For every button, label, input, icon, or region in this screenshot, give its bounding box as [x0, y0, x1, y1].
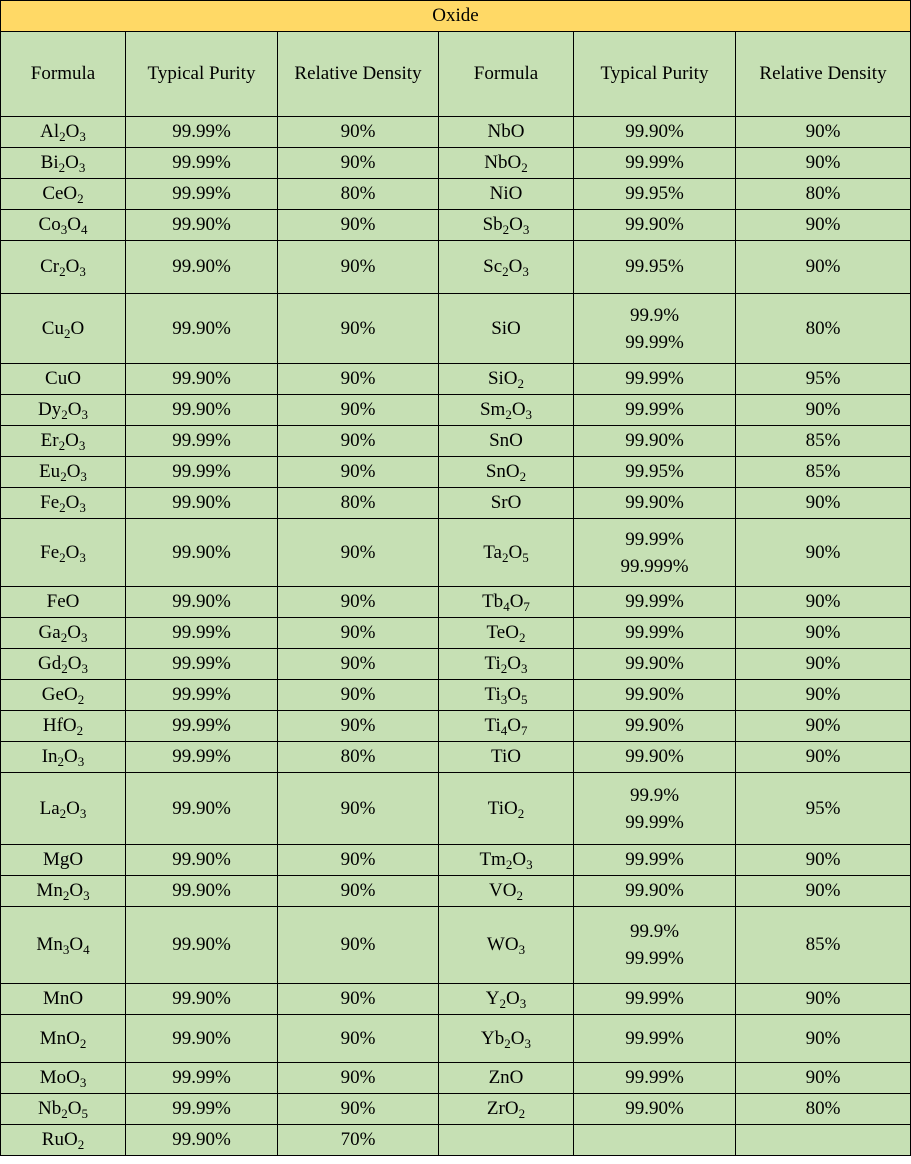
formula-cell: $Mn_3O_4$ — [1, 907, 126, 984]
density-cell: 90% — [278, 148, 439, 179]
density-cell: 80% — [736, 179, 911, 210]
formula-cell: $Tb_4O_7$ — [439, 587, 574, 618]
density-cell: 90% — [736, 1015, 911, 1063]
density-cell: 90% — [278, 649, 439, 680]
table-row — [1, 742, 911, 773]
purity-cell: 99.90% — [126, 1015, 278, 1063]
density-cell: 90% — [736, 587, 911, 618]
density-cell: 90% — [736, 876, 911, 907]
formula-cell: $La_2O_3$ — [1, 773, 126, 845]
table-row — [1, 1125, 911, 1156]
formula-cell: $Sm_2O_3$ — [439, 395, 574, 426]
table-row — [1, 179, 911, 210]
purity-cell: 99.99% — [574, 618, 736, 649]
density-cell: 85% — [736, 907, 911, 984]
formula-cell: $Cr_2O_3$ — [1, 241, 126, 294]
purity-cell: 99.90% — [126, 241, 278, 294]
density-cell: 90% — [736, 618, 911, 649]
density-cell: 90% — [736, 519, 911, 587]
formula-cell: SiO — [439, 294, 574, 364]
purity-cell: 99.95% — [574, 457, 736, 488]
purity-cell: 99.90% — [126, 845, 278, 876]
density-cell: 90% — [278, 1063, 439, 1094]
density-cell: 90% — [736, 148, 911, 179]
density-cell: 90% — [278, 680, 439, 711]
formula-cell: CuO — [1, 364, 126, 395]
purity-cell: 99.99% — [126, 618, 278, 649]
formula-cell: GeO$_2$ — [1, 680, 126, 711]
purity-cell: 99.99% — [126, 117, 278, 148]
density-cell: 90% — [278, 519, 439, 587]
table-row — [1, 587, 911, 618]
density-cell: 90% — [736, 1063, 911, 1094]
purity-cell: 99.90% — [126, 364, 278, 395]
formula-cell: MoO$_3$ — [1, 1063, 126, 1094]
purity-value: 99.99% — [625, 811, 684, 833]
density-cell: 90% — [736, 488, 911, 519]
density-cell: 90% — [278, 294, 439, 364]
density-cell: 90% — [278, 587, 439, 618]
purity-cell: 99.99% — [126, 680, 278, 711]
purity-cell: 99.90% — [126, 488, 278, 519]
formula-cell: $Cu_2O$ — [1, 294, 126, 364]
table-row — [1, 680, 911, 711]
formula-cell: ZrO$_2$ — [439, 1094, 574, 1125]
table-row — [1, 241, 911, 294]
purity-value: 99.99% — [625, 331, 684, 353]
formula-cell — [439, 1125, 574, 1156]
purity-cell: 99.90% — [126, 984, 278, 1015]
table-row — [1, 711, 911, 742]
purity-cell: 99.90% — [126, 210, 278, 241]
density-cell — [736, 1125, 911, 1156]
table-row — [1, 773, 911, 845]
formula-cell: $Al_2O_3$ — [1, 117, 126, 148]
density-cell: 90% — [736, 395, 911, 426]
density-cell: 90% — [736, 984, 911, 1015]
purity-cell: 99.90% — [126, 1125, 278, 1156]
formula-cell: $Ti_2O_3$ — [439, 649, 574, 680]
formula-cell: $Ti_4O_7$ — [439, 711, 574, 742]
formula-cell: $Tm_2O_3$ — [439, 845, 574, 876]
purity-value: 99.9% — [629, 304, 680, 326]
formula-cell: MnO$_2$ — [1, 1015, 126, 1063]
formula-cell: SnO$_2$ — [439, 457, 574, 488]
density-cell: 90% — [278, 845, 439, 876]
table-row — [1, 984, 911, 1015]
purity-cell: 99.90% — [126, 395, 278, 426]
purity-value: 99.99% — [625, 528, 684, 550]
purity-cell: 99.90% — [126, 907, 278, 984]
density-cell: 80% — [278, 179, 439, 210]
table-row — [1, 1063, 911, 1094]
table-row — [1, 488, 911, 519]
formula-cell: FeO — [1, 587, 126, 618]
density-cell: 80% — [278, 742, 439, 773]
purity-value: 99.9% — [629, 784, 680, 806]
density-cell: 80% — [736, 1094, 911, 1125]
density-cell: 90% — [736, 680, 911, 711]
formula-cell: MgO — [1, 845, 126, 876]
purity-cell: 99.90% — [574, 742, 736, 773]
table-row — [1, 117, 911, 148]
purity-cell — [574, 294, 736, 364]
table-row — [1, 395, 911, 426]
formula-cell: $Eu_2O_3$ — [1, 457, 126, 488]
table-row — [1, 148, 911, 179]
density-cell: 85% — [736, 426, 911, 457]
purity-cell: 99.95% — [574, 241, 736, 294]
purity-cell: 99.90% — [574, 488, 736, 519]
table-row — [1, 1015, 911, 1063]
table-title: Oxide — [1, 1, 911, 32]
purity-cell: 99.99% — [574, 1015, 736, 1063]
header-formula-left: Formula — [1, 32, 126, 117]
formula-cell: HfO$_2$ — [1, 711, 126, 742]
formula-cell: $Mn_2O_3$ — [1, 876, 126, 907]
formula-cell: $WO_3$ — [439, 907, 574, 984]
purity-cell: 99.90% — [126, 587, 278, 618]
density-cell: 90% — [278, 241, 439, 294]
purity-cell — [574, 519, 736, 587]
density-cell: 90% — [736, 649, 911, 680]
density-cell: 90% — [278, 210, 439, 241]
table-row — [1, 364, 911, 395]
header-row — [1, 32, 911, 117]
density-cell: 90% — [278, 426, 439, 457]
purity-cell: 99.90% — [574, 210, 736, 241]
density-cell: 90% — [736, 241, 911, 294]
formula-cell: $Fe_2O_3$ — [1, 519, 126, 587]
formula-cell: $Gd_2O_3$ — [1, 649, 126, 680]
purity-cell: 99.90% — [574, 711, 736, 742]
density-cell: 85% — [736, 457, 911, 488]
density-cell: 90% — [278, 395, 439, 426]
formula-cell: $VO_2$ — [439, 876, 574, 907]
purity-cell: 99.90% — [126, 519, 278, 587]
density-cell: 90% — [278, 618, 439, 649]
formula-cell: $Ga_2O_3$ — [1, 618, 126, 649]
purity-cell: 99.99% — [574, 1063, 736, 1094]
density-cell: 90% — [278, 457, 439, 488]
purity-cell: 99.99% — [574, 845, 736, 876]
formula-cell: $Sc_2O_3$ — [439, 241, 574, 294]
purity-cell: 99.95% — [574, 179, 736, 210]
density-cell: 80% — [736, 294, 911, 364]
formula-cell: $Er_2O_3$ — [1, 426, 126, 457]
density-cell: 90% — [736, 845, 911, 876]
purity-cell: 99.99% — [126, 179, 278, 210]
purity-cell: 99.99% — [126, 426, 278, 457]
table-row — [1, 426, 911, 457]
formula-cell: NiO — [439, 179, 574, 210]
density-cell: 90% — [278, 711, 439, 742]
purity-cell: 99.90% — [126, 294, 278, 364]
purity-cell: 99.90% — [126, 876, 278, 907]
density-cell: 90% — [278, 773, 439, 845]
formula-cell: $Sb_2O_3$ — [439, 210, 574, 241]
purity-cell: 99.90% — [574, 649, 736, 680]
formula-cell: $Ta_2O_5$ — [439, 519, 574, 587]
density-cell: 90% — [278, 364, 439, 395]
formula-cell: TeO$_2$ — [439, 618, 574, 649]
formula-cell: $Ti_3O_5$ — [439, 680, 574, 711]
purity-cell: 99.99% — [126, 711, 278, 742]
header-formula-right: Formula — [439, 32, 574, 117]
purity-cell: 99.99% — [126, 649, 278, 680]
density-cell: 90% — [736, 117, 911, 148]
density-cell: 70% — [278, 1125, 439, 1156]
purity-cell: 99.99% — [126, 742, 278, 773]
purity-cell: 99.90% — [574, 1094, 736, 1125]
formula-cell: TiO — [439, 742, 574, 773]
purity-value: 99.99% — [625, 948, 684, 969]
density-cell: 90% — [278, 876, 439, 907]
density-cell: 90% — [278, 117, 439, 148]
density-cell: 90% — [736, 742, 911, 773]
purity-cell: 99.99% — [574, 364, 736, 395]
formula-cell: NbO — [439, 117, 574, 148]
header-purity-right: Typical Purity — [574, 32, 736, 117]
purity-value: 99.9% — [629, 921, 680, 942]
formula-cell: SrO — [439, 488, 574, 519]
purity-cell: 99.90% — [574, 680, 736, 711]
purity-cell: 99.99% — [126, 148, 278, 179]
formula-cell: $Y_2O_3$ — [439, 984, 574, 1015]
table-row — [1, 876, 911, 907]
purity-cell — [574, 907, 736, 984]
title-row — [1, 1, 911, 32]
purity-cell: 99.99% — [574, 148, 736, 179]
density-cell: 90% — [736, 711, 911, 742]
table-row — [1, 1094, 911, 1125]
formula-cell: $Nb_2O_5$ — [1, 1094, 126, 1125]
purity-cell: 99.99% — [574, 395, 736, 426]
formula-cell: NbO$_2$ — [439, 148, 574, 179]
table-row — [1, 907, 911, 984]
formula-cell: MnO — [1, 984, 126, 1015]
purity-cell — [574, 773, 736, 845]
formula-cell: $Bi_2O_3$ — [1, 148, 126, 179]
header-purity-left: Typical Purity — [126, 32, 278, 117]
density-cell: 90% — [736, 210, 911, 241]
purity-cell: 99.90% — [574, 876, 736, 907]
table-row — [1, 649, 911, 680]
formula-cell: $In_2O_3$ — [1, 742, 126, 773]
purity-cell: 99.90% — [574, 426, 736, 457]
density-cell: 90% — [278, 1094, 439, 1125]
formula-cell: RuO$_2$ — [1, 1125, 126, 1156]
formula-cell: SnO — [439, 426, 574, 457]
table-row — [1, 210, 911, 241]
table-row — [1, 294, 911, 364]
purity-cell: 99.99% — [126, 1094, 278, 1125]
formula-cell: TiO$_2$ — [439, 773, 574, 845]
density-cell: 80% — [278, 488, 439, 519]
purity-cell: 99.99% — [126, 457, 278, 488]
density-cell: 95% — [736, 364, 911, 395]
purity-cell: 99.99% — [574, 984, 736, 1015]
formula-cell: $Fe_2O_3$ — [1, 488, 126, 519]
purity-cell: 99.99% — [126, 1063, 278, 1094]
density-cell: 90% — [278, 907, 439, 984]
purity-value: 99.999% — [620, 555, 689, 577]
purity-cell — [574, 1125, 736, 1156]
purity-cell: 99.99% — [574, 587, 736, 618]
density-cell: 95% — [736, 773, 911, 845]
formula-cell: SiO$_2$ — [439, 364, 574, 395]
purity-cell: 99.90% — [574, 117, 736, 148]
formula-cell: CeO$_2$ — [1, 179, 126, 210]
formula-cell: $Yb_2O_3$ — [439, 1015, 574, 1063]
density-cell: 90% — [278, 984, 439, 1015]
header-density-left: Relative Density — [278, 32, 439, 117]
table-row — [1, 519, 911, 587]
formula-cell: ZnO — [439, 1063, 574, 1094]
table-row — [1, 618, 911, 649]
header-density-right: Relative Density — [736, 32, 911, 117]
density-cell: 90% — [278, 1015, 439, 1063]
table-row — [1, 457, 911, 488]
table-row — [1, 845, 911, 876]
purity-cell: 99.90% — [126, 773, 278, 845]
formula-cell: $Co_3O_4$ — [1, 210, 126, 241]
formula-cell: $Dy_2O_3$ — [1, 395, 126, 426]
